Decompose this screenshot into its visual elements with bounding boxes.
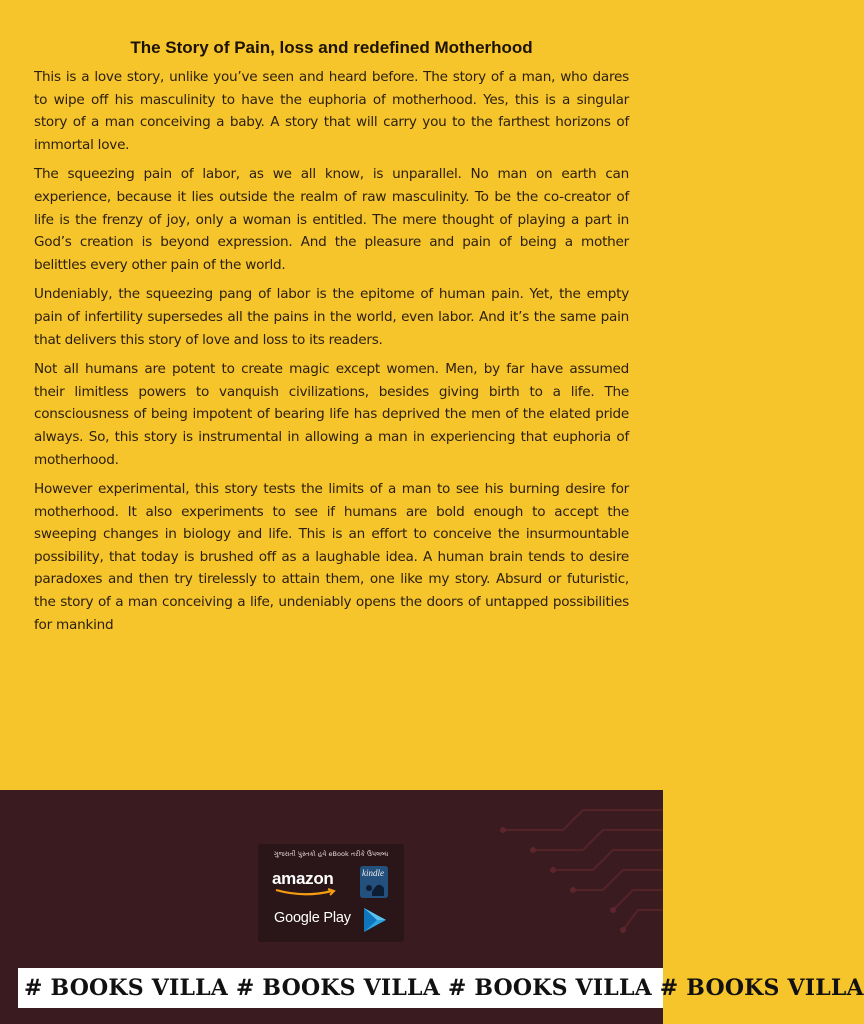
paragraph-1: This is a love story, unlike you’ve seen and heard before. The story of a man, who dares to wipe off his masculinity to have the euphoria of motherhood. Yes, this is a singular story of a man conceiving a baby. A story that will carry you to the farthest horizons of immortal love.	[34, 69, 629, 153]
google-play-label: Google Play	[274, 910, 351, 926]
banner-text: # BOOKS VILLA # BOOKS VILLA # BOOKS VILLA # BOOKS VILLA	[24, 975, 864, 1001]
ebook-availability-note: ગુજરાતી પુસ્તકો હવે eBook તરીકે ઉપલબ્ધ	[273, 850, 389, 858]
amazon-smile-icon	[274, 888, 340, 897]
amazon-logo-text: amazon	[272, 869, 334, 888]
paragraph-5: However experimental, this story tests the limits of a man to see his burning desire for motherhood. It also experiments to see if humans are bold enough to accept the sweeping changes in biology and life. This is an effort to conceive the insurmountable possibility, that today is brushed off as a laughable idea. A human brain tends to desire paradoxes and then try tirelessly to attain them, one like my story. Absurd or futuristic, the story of a man conceiving a life, undeniably opens the doors of untapped possibilities for mankind	[34, 481, 629, 633]
amazon-kindle-badge[interactable]	[272, 866, 392, 898]
books-villa-banner	[18, 968, 864, 1008]
paragraph-2: The squeezing pain of labor, as we all know, is unparallel. No man on earth can experience, because it lies outside the realm of raw masculinity. To be the co-creator of life is the frenzy of joy, only a woman is entitled. The mere thought of playing a part in God’s creation is beyond expression. And the pleasure and pain of being a mother belittles every other pain of the world.	[34, 166, 629, 273]
circuit-pattern-decoration	[463, 790, 663, 970]
google-play-badge[interactable]	[272, 904, 398, 934]
google-play-icon	[362, 906, 388, 934]
page-title: The Story of Pain, loss and redefined Motherhood	[130, 38, 533, 57]
paragraph-4: Not all humans are potent to create magic except women. Men, by far have assumed their limitless powers to vanquish civilizations, besides giving birth to a life. The consciousness of being impotent of bearing life has deprived the men of the elated pride always. So, this story is instrumental in allowing a man in experiencing that euphoria of motherhood.	[34, 361, 629, 468]
kindle-label: kindle	[362, 868, 384, 878]
ebook-store-badges	[258, 844, 404, 942]
paragraph-3: Undeniably, the squeezing pang of labor is the epitome of human pain. Yet, the empty pain of infertility supersedes all the pains in the world, even labor. And it’s the same pain that delivers this story of love and loss to its readers.	[34, 286, 629, 348]
